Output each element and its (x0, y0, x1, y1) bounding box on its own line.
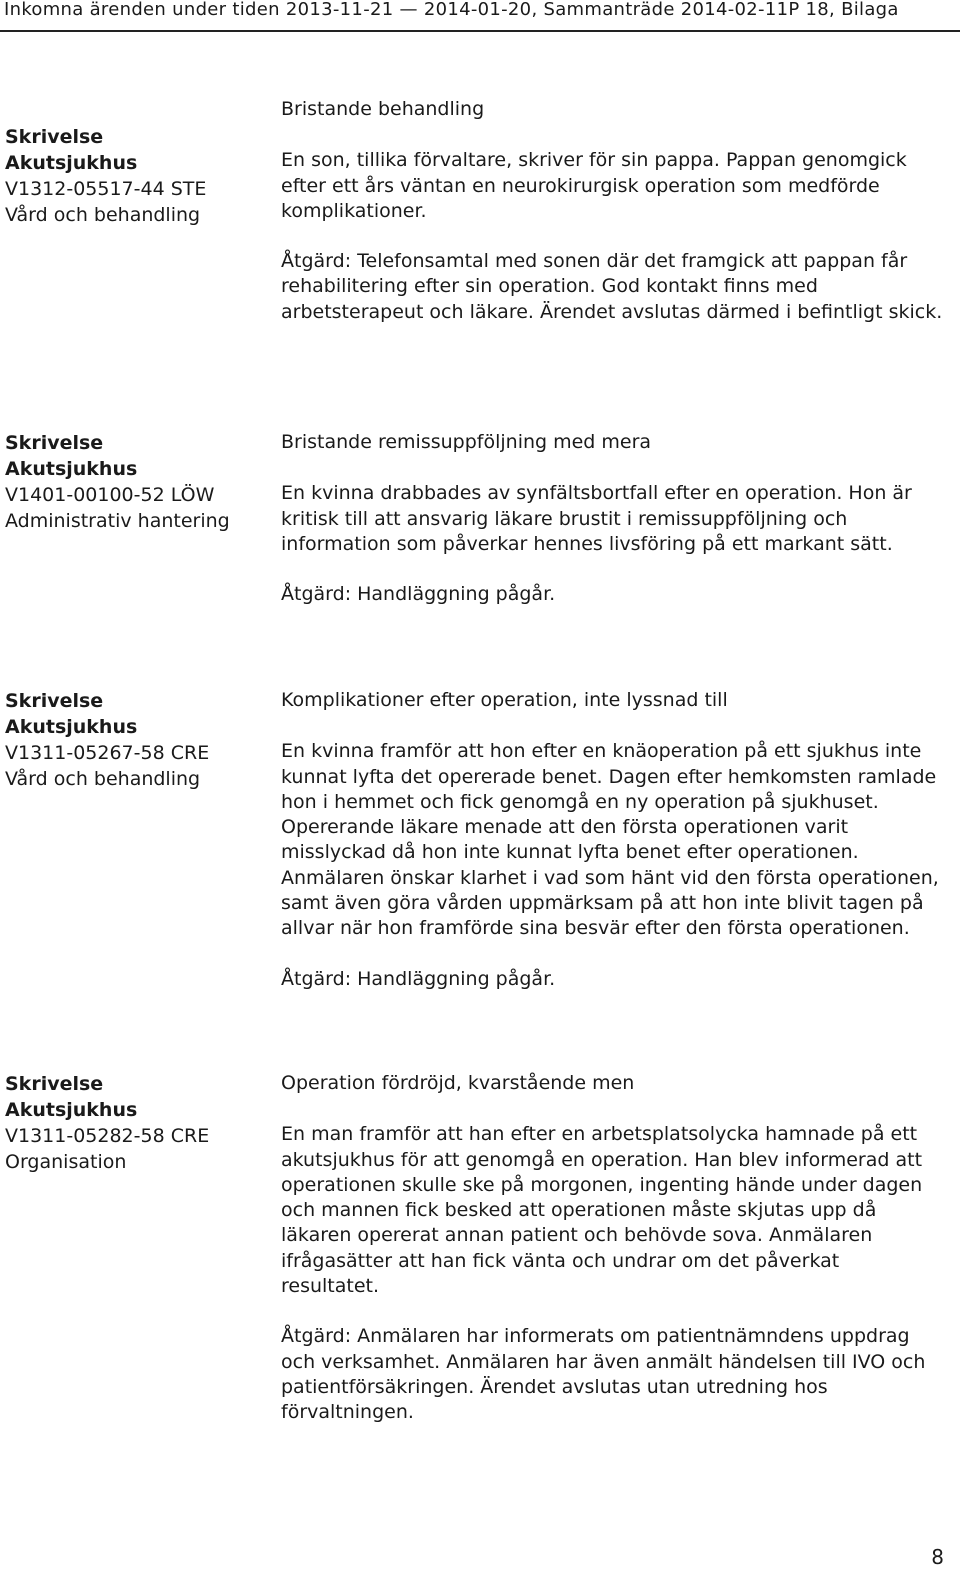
case-title: Bristande behandling (281, 98, 485, 120)
case-description: En man framför att han efter en arbetsplatsolycka hamnade på ett akutsjukhus för att genomgå en operation. Han blev informerad att operationen skulle ske på morgonen, ingenting hände under dagen och mannen fick besked att operationen måste skjutas upp då läkaren opererat annan patient och behövde sova. Anmälaren ifrågasätter att han fick vänta och undrar om det påverkat resultatet. (281, 1123, 923, 1298)
case-type: Skrivelse (5, 432, 104, 454)
case-meta (5, 688, 265, 792)
case-id: V1311-05267-58 CRE (5, 742, 210, 764)
case-unit: Akutsjukhus (5, 1099, 138, 1121)
case-action: Åtgärd: Handläggning pågår. (281, 967, 556, 990)
case-content (281, 97, 943, 325)
case-category: Vård och behandling (5, 768, 201, 790)
case-id: V1401-00100-52 LÖW (5, 484, 215, 506)
case-type: Skrivelse (5, 690, 104, 712)
header-title: Inkomna ärenden under tiden 2013-11-21 — 2014-01-20, Sammanträde 2014-02-11P 18, Bilaga (4, 0, 899, 20)
case-meta (5, 1071, 265, 1175)
case-description: En kvinna drabbades av synfältsbortfall efter en operation. Hon är kritisk till att ansvarig läkare brustit i remissuppföljning och information som påverkar hennes livsföring på ett markant sätt. (281, 482, 912, 555)
case-description: En kvinna framför att hon efter en knäoperation på ett sjukhus inte kunnat lyfta det opererade benet. Dagen efter hemkomsten ramlade hon i hemmet och fick genomgå en ny operation på sjukhuset. Opererande läkare menade att den första operationen varit misslyckad då hon inte kunnat lyfta benet efter operationen. Anmälaren önskar klarhet i vad som hänt vid den första operationen, samt även göra vården uppmärksam på att hon inte blivit tagen på allvar när hon framförde sina besvär efter den första operationen. (281, 740, 939, 940)
case-content (281, 430, 943, 607)
case-category: Vård och behandling (5, 204, 201, 226)
page-number: 8 (931, 1545, 944, 1569)
case-title: Bristande remissuppföljning med mera (281, 431, 652, 453)
case-description: En son, tillika förvaltare, skriver för sin pappa. Pappan genomgick efter ett års väntan en neurokirurgisk operation som medförde komplikationer. (281, 149, 907, 222)
case-content (281, 1071, 943, 1426)
case-category: Administrativ hantering (5, 510, 230, 532)
case-meta (5, 430, 265, 534)
case-action: Åtgärd: Handläggning pågår. (281, 583, 556, 606)
case-action: Åtgärd: Telefonsamtal med sonen där det framgick att pappan får rehabilitering efter sin operation. God kontakt finns med arbetsterapeut och läkare. Ärendet avslutas därmed i befintligt skick. (281, 250, 943, 323)
page-header (0, 0, 960, 32)
case-unit: Akutsjukhus (5, 152, 138, 174)
case-id: V1312-05517-44 STE (5, 178, 207, 200)
case-unit: Akutsjukhus (5, 458, 138, 480)
case-category: Organisation (5, 1151, 127, 1173)
case-title: Komplikationer efter operation, inte lyssnad till (281, 689, 728, 711)
case-unit: Akutsjukhus (5, 716, 138, 738)
case-id: V1311-05282-58 CRE (5, 1125, 210, 1147)
case-type: Skrivelse (5, 1073, 104, 1095)
case-title: Operation fördröjd, kvarstående men (281, 1072, 635, 1094)
case-action: Åtgärd: Anmälaren har informerats om patientnämndens uppdrag och verksamhet. Anmälaren har även anmält händelsen till IVO och patientförsäkringen. Ärendet avslutas utan utredning hos förvaltningen. (281, 1325, 926, 1424)
case-content (281, 688, 943, 992)
case-meta (5, 124, 265, 228)
case-type: Skrivelse (5, 126, 104, 148)
